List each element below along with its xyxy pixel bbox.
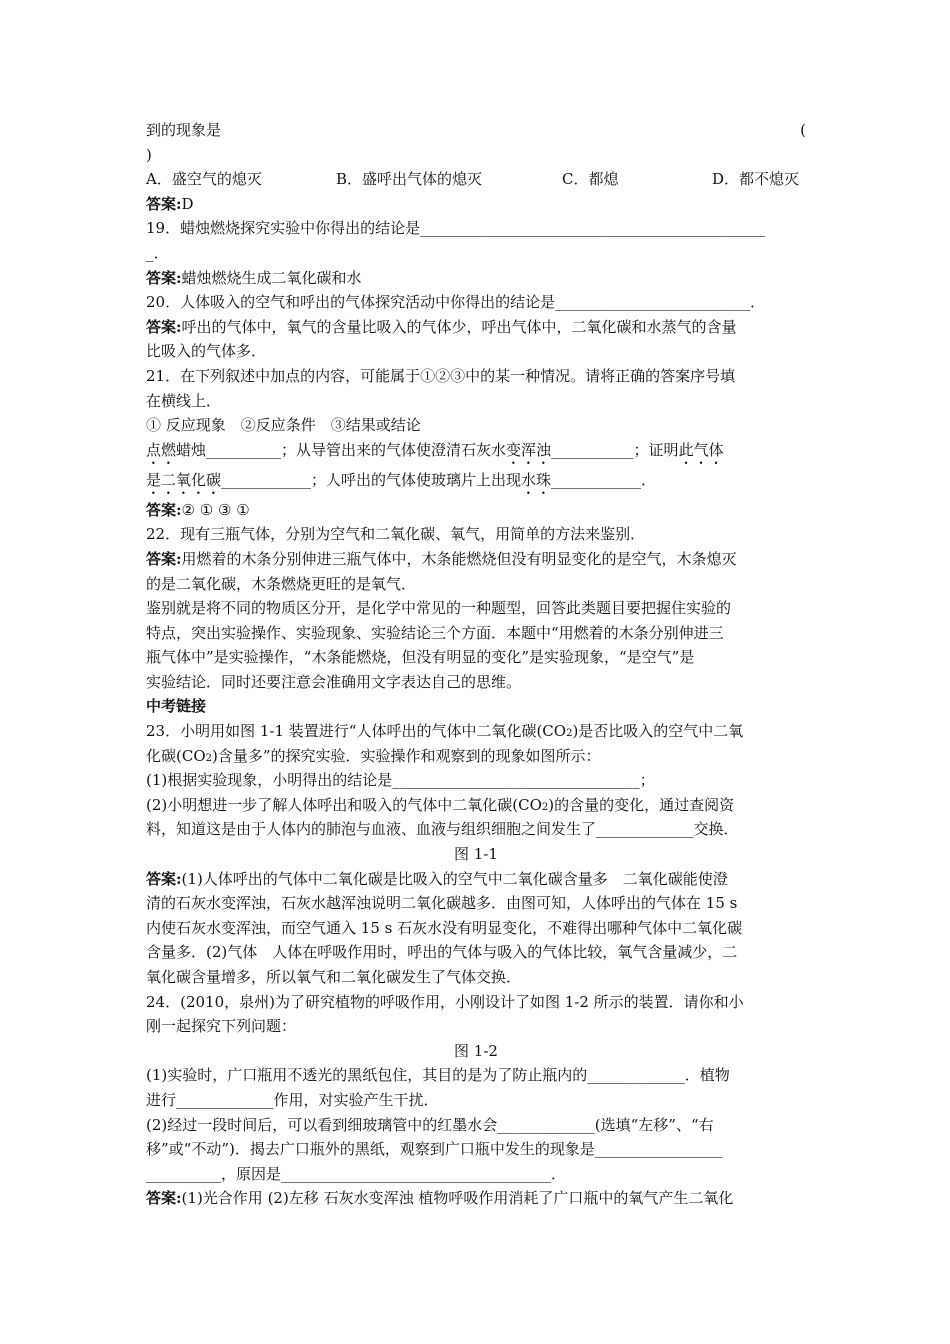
question-text: _． — [146, 243, 169, 262]
answer-text: 的是二氧化碳，木条燃烧更旺的是氧气． — [146, 574, 417, 593]
question-line — [146, 768, 806, 793]
question-text: __________，原因是____________________________________． — [146, 1164, 567, 1183]
question-line — [146, 241, 806, 266]
question-text: (1)实验时，广口瓶用不透光的黑纸包住，其目的是为了防止瓶内的_____________．植物 — [146, 1066, 730, 1085]
figure-caption-line — [146, 842, 806, 867]
question-line — [146, 1014, 806, 1039]
question-text: (2)经过一段时间后，可以看到细玻璃管中的红墨水会_____________(选填“左移”、“右 — [146, 1115, 714, 1134]
text-line — [146, 118, 806, 143]
question-line: (2)小明想进一步了解人体呼出和吸入的气体中二氧化碳(CO 2 )的含量的变化，通过查阅资 — [146, 793, 806, 818]
question-text: 化碳(CO — [146, 746, 206, 765]
options-row — [146, 167, 806, 192]
answer-line — [146, 916, 806, 941]
explanation-text: 实验结论．同时还要注意会准确用文字表达自己的思维。 — [146, 672, 522, 691]
question-line — [146, 522, 806, 547]
answer-label: 答案: — [146, 1189, 182, 1208]
answer-label: 答案: — [146, 317, 182, 336]
question-text: 在横线上． — [146, 391, 222, 410]
answer-line — [146, 315, 806, 340]
option-d: D．都不熄灭 — [712, 170, 800, 189]
answer-line — [146, 339, 806, 364]
figure-caption-line — [146, 1039, 806, 1064]
answer-line — [146, 498, 806, 523]
bracket-open: ( — [800, 121, 806, 139]
question-text: 刚一起探究下列问题： — [146, 1017, 297, 1036]
question-text: 到的现象是 — [146, 121, 222, 139]
answer-text: (1)光合作用 (2)左移 石灰水变浑浊 植物呼吸作用消耗了广口瓶中的氧气产生二氧化 — [181, 1189, 734, 1208]
question-line — [146, 389, 806, 414]
explanation-text: 瓶气体中”是实验操作，“木条能燃烧，但没有明显的变化”是实验现象，“是空气”是 — [146, 648, 695, 667]
question-line — [146, 1088, 806, 1113]
option-a: A．盛空气的熄灭 — [146, 170, 262, 189]
question-text: )的含量的变化，通过查阅资 — [548, 795, 735, 814]
emphasis-text: 水珠 — [521, 470, 552, 489]
question-line — [146, 1162, 806, 1187]
answer-label: 答案: — [146, 549, 182, 568]
question-line — [146, 438, 806, 468]
figure-caption: 图 1-2 — [454, 1041, 498, 1060]
question-line: 化碳(CO 2 )含量多”的探究实验．实验操作和观察到的现象如图所示： — [146, 744, 806, 769]
question-text: 20．人体吸入的空气和呼出的气体探究活动中你得出的结论是__________________________． — [146, 293, 766, 312]
answer-line — [146, 1186, 806, 1211]
answer-text: 蜡烛燃烧生成二氧化碳和水 — [181, 268, 362, 287]
question-text: 料，知道这是由于人体内的肺泡与血液、血液与组织细胞之间发生了_____________交换． — [146, 820, 739, 839]
bracket-close: ) — [146, 145, 152, 164]
answer-line — [146, 192, 806, 217]
option-c: C．都熄 — [562, 170, 619, 189]
emphasis-text: 是二氧化碳 — [146, 470, 222, 489]
question-line — [146, 1063, 806, 1088]
question-line — [146, 1137, 806, 1162]
text-line — [146, 143, 806, 168]
question-line — [146, 413, 806, 438]
explanation-line — [146, 596, 806, 621]
emphasis-text: 此气体 — [678, 440, 724, 459]
answer-text: ② ① ③ ① — [181, 500, 250, 519]
question-text: (2)小明想进一步了解人体呼出和吸入的气体中二氧化碳(CO — [146, 795, 542, 814]
question-text: ___________；证明 — [551, 440, 679, 459]
answer-text: 含量多．(2)气体 人体在呼吸作用时，呼出的气体与吸入的气体比较，氧气含量减少，二 — [146, 943, 738, 962]
question-text: 22．现有三瓶气体，分别为空气和二氧化碳、氧气，用简单的方法来鉴别． — [146, 525, 646, 544]
option-b: B．盛呼出气体的熄灭 — [336, 170, 483, 189]
question-line — [146, 216, 806, 241]
question-text: ____________． — [551, 470, 657, 489]
answer-line — [146, 266, 806, 291]
answer-text: D — [181, 194, 194, 213]
question-line — [146, 290, 806, 315]
question-text: 19．蜡烛燃烧探究实验中你得出的结论是______________________________________________ — [146, 219, 766, 238]
answer-text: 氧化碳含量增多，所以氧气和二氧化碳发生了气体交换． — [146, 968, 522, 986]
answer-text: 用燃着的木条分别伸进三瓶气体中，木条能燃烧但没有明显变化的是空气，木条熄灭 — [181, 549, 737, 568]
answer-label: 答案: — [146, 268, 182, 287]
question-line — [146, 990, 806, 1015]
question-line — [146, 817, 806, 842]
question-line — [146, 364, 806, 389]
question-line: 23．小明用如图 1-1 装置进行“人体呼出的气体中二氧化碳(CO 2 )是否比吸入的空气中二氧 — [146, 719, 806, 744]
explanation-text: 鉴别就是将不同的物质区分开，是化学中常见的一种题型，回答此类题目要把握住实验的 — [146, 599, 732, 618]
question-text: ____________；人呼出的气体使玻璃片上出现 — [221, 470, 522, 489]
answer-text: (1)人体呼出的气体中二氧化碳是比吸入的空气中二氧化碳含量多 二氧化碳能使澄 — [181, 869, 728, 888]
answer-label: 答案: — [146, 500, 182, 519]
question-text: )是否比吸入的空气中二氧 — [572, 722, 744, 741]
emphasis-text: 变浑浊 — [506, 440, 552, 459]
answer-line — [146, 891, 806, 916]
answer-line — [146, 940, 806, 965]
question-text: )含量多”的探究实验．实验操作和观察到的现象如图所示： — [212, 746, 601, 765]
answer-label: 答案: — [146, 194, 182, 213]
question-text: 24．(2010，泉州)为了研究植物的呼吸作用，小刚设计了如图 1-2 所示的装置．请你和小 — [146, 992, 744, 1011]
answer-text: 内使石灰水变浑浊，而空气通入 15 s 石灰水没有明显变化，不难得出哪种气体中二氧化碳 — [146, 918, 743, 937]
section-title: 中考链接 — [146, 697, 207, 716]
answer-line — [146, 965, 806, 990]
document-page — [146, 118, 806, 1211]
emphasis-text: 点燃 — [146, 440, 177, 459]
question-text: 蜡烛__________；从导管出来的气体使澄清石灰水 — [176, 440, 507, 459]
figure-caption: 图 1-1 — [454, 845, 498, 864]
question-text: 21．在下列叙述中加点的内容，可能属于①②③中的某一种情况。请将正确的答案序号填 — [146, 366, 736, 385]
explanation-text: 特点，突出实验操作、实验现象、实验结论三个方面．本题中“用燃着的木条分别伸进三 — [146, 623, 724, 642]
section-heading — [146, 694, 806, 719]
answer-label: 答案: — [146, 869, 182, 888]
question-text: 移”或“不动”)．揭去广口瓶外的黑纸，观察到广口瓶中发生的现象是_________________ — [146, 1140, 723, 1159]
question-text: 进行_____________作用，对实验产生干扰． — [146, 1090, 439, 1109]
question-line — [146, 1113, 806, 1138]
question-text: ① 反应现象 ②反应条件 ③结果或结论 — [146, 416, 421, 435]
answer-text: 清的石灰水变浑浊，石灰水越浑浊说明二氧化碳越多．由图可知，人体呼出的气体在 15 s — [146, 894, 738, 913]
question-line — [146, 468, 806, 498]
answer-text: 比吸入的气体多． — [146, 342, 267, 361]
question-text: (1)根据实验现象，小明得出的结论是_________________________________； — [146, 771, 655, 790]
answer-text: 呼出的气体中，氧气的含量比吸入的气体少，呼出气体中，二氧化碳和水蒸气的含量 — [181, 317, 737, 336]
explanation-line — [146, 645, 806, 670]
answer-line — [146, 572, 806, 597]
explanation-line — [146, 670, 806, 695]
answer-line — [146, 867, 806, 892]
answer-line — [146, 547, 806, 572]
explanation-line — [146, 621, 806, 646]
question-text: 23．小明用如图 1-1 装置进行“人体呼出的气体中二氧化碳(CO — [146, 722, 567, 741]
